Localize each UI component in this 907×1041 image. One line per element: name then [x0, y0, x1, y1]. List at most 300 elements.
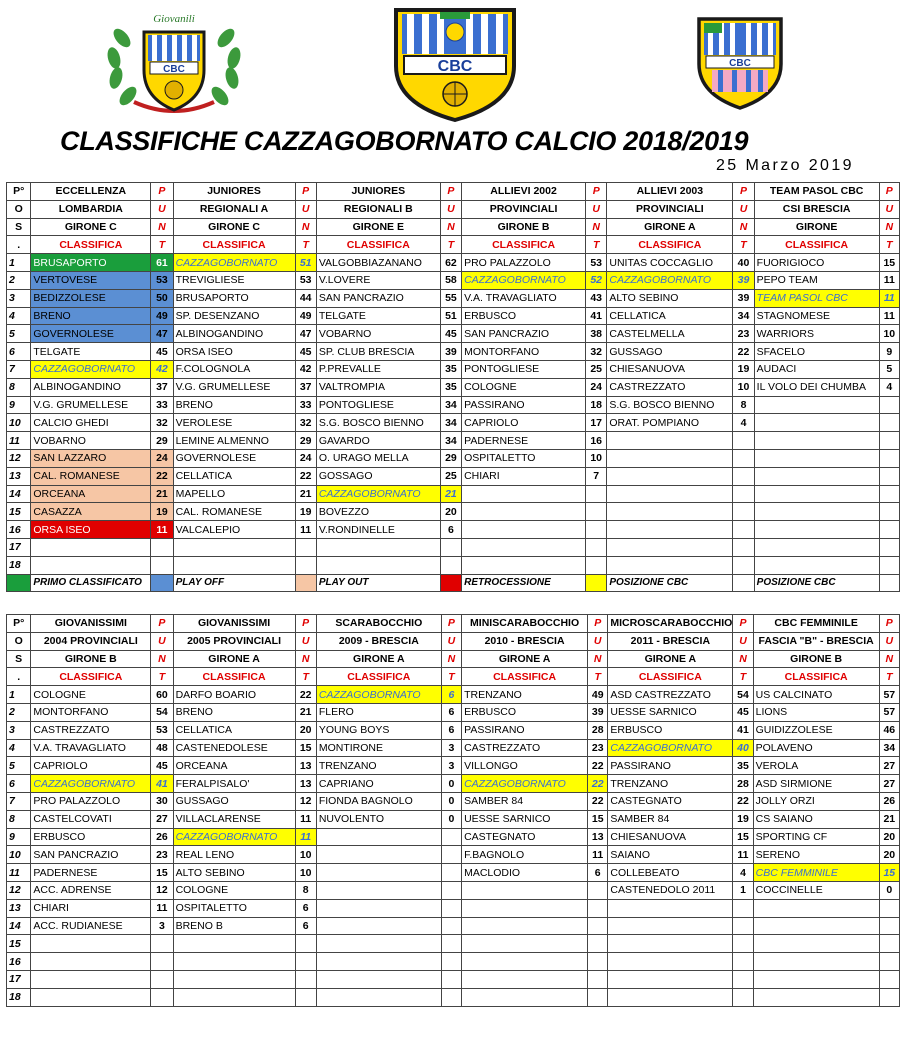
group-header: CLASSIFICA	[316, 668, 441, 686]
table-row	[7, 325, 900, 343]
team-name: ALTO SEBINO	[173, 864, 295, 882]
team-name: VOBARNO	[316, 325, 440, 343]
legend-swatch	[151, 574, 173, 592]
team-points	[440, 556, 461, 574]
team-name: TEAM PASOL CBC	[754, 289, 879, 307]
team-points: 6	[295, 917, 316, 935]
team-points: 33	[151, 396, 173, 414]
team-points: 5	[879, 360, 899, 378]
points-header: T	[441, 668, 461, 686]
team-name: ORCEANA	[173, 757, 295, 775]
group-header: 2005 PROVINCIALI	[173, 632, 295, 650]
team-name	[754, 396, 879, 414]
team-points	[586, 503, 607, 521]
team-points	[879, 917, 899, 935]
header-row	[7, 650, 900, 668]
team-name	[462, 503, 586, 521]
position-cell: 9	[7, 396, 31, 414]
table-row	[7, 721, 900, 739]
team-points: 3	[441, 757, 461, 775]
legend-swatch	[733, 574, 754, 592]
team-name	[462, 881, 588, 899]
team-points	[733, 899, 753, 917]
position-cell: 17	[7, 970, 31, 988]
team-points: 21	[879, 810, 899, 828]
team-name	[754, 467, 879, 485]
group-header: REGIONALI B	[316, 200, 440, 218]
group-header: GIRONE A	[173, 650, 295, 668]
points-header: U	[588, 632, 608, 650]
team-points: 22	[733, 343, 754, 361]
group-header: ALLIEVI 2003	[607, 183, 733, 201]
team-points: 29	[295, 432, 316, 450]
team-name: CAZZAGOBORNATO	[31, 775, 151, 793]
team-points: 0	[441, 775, 461, 793]
points-header: N	[151, 650, 173, 668]
group-header: GIRONE B	[462, 218, 586, 236]
team-name: GOVERNOLESE	[173, 449, 295, 467]
team-points: 15	[879, 864, 899, 882]
team-name: O. URAGO MELLA	[316, 449, 440, 467]
points-header: N	[733, 650, 753, 668]
points-header: P	[440, 183, 461, 201]
team-name: VALTROMPIA	[316, 378, 440, 396]
team-points	[441, 953, 461, 971]
team-name: SAN PANCRAZIO	[316, 289, 440, 307]
points-header: P	[151, 615, 173, 633]
team-name	[316, 881, 441, 899]
position-cell: 11	[7, 864, 31, 882]
team-name	[173, 556, 295, 574]
team-name: FERALPISALO'	[173, 775, 295, 793]
group-header: GIRONE A	[316, 650, 441, 668]
table-row	[7, 988, 900, 1006]
team-points: 1	[733, 881, 753, 899]
team-points: 57	[879, 703, 899, 721]
position-cell: 7	[7, 360, 31, 378]
legend-playoff: PLAY OFF	[173, 574, 295, 592]
team-points: 15	[588, 810, 608, 828]
team-points: 39	[440, 343, 461, 361]
team-name: VILLACLARENSE	[173, 810, 295, 828]
points-header: P	[441, 615, 461, 633]
team-points: 11	[295, 828, 316, 846]
team-points: 19	[151, 503, 173, 521]
team-name: ERBUSCO	[462, 703, 588, 721]
team-name: PONTOGLIESE	[462, 360, 586, 378]
header-row	[7, 183, 900, 201]
position-cell: 9	[7, 828, 31, 846]
team-points: 21	[295, 703, 316, 721]
team-points	[151, 953, 173, 971]
header-row	[7, 632, 900, 650]
team-points: 62	[440, 254, 461, 272]
team-name: MONTORFANO	[31, 703, 151, 721]
group-header: CLASSIFICA	[608, 668, 733, 686]
team-points	[588, 917, 608, 935]
table-row	[7, 935, 900, 953]
team-name: SAN LAZZARO	[31, 449, 151, 467]
legend-swatch	[295, 574, 316, 592]
team-name: GUSSAGO	[173, 792, 295, 810]
team-name: GAVARDO	[316, 432, 440, 450]
team-name: SAMBER 84	[608, 810, 733, 828]
team-name: SFACELO	[754, 343, 879, 361]
position-cell: 16	[7, 521, 31, 539]
team-points: 37	[295, 378, 316, 396]
team-points: 37	[151, 378, 173, 396]
position-cell: 13	[7, 899, 31, 917]
team-points: 43	[586, 289, 607, 307]
points-header: P	[295, 615, 316, 633]
team-points: 19	[733, 810, 753, 828]
team-name: OSPITALETTO	[173, 899, 295, 917]
svg-text:CBC: CBC	[163, 64, 185, 75]
team-name: SERENO	[753, 846, 879, 864]
team-points: 17	[586, 414, 607, 432]
team-points: 33	[295, 396, 316, 414]
group-header: CLASSIFICA	[754, 236, 879, 254]
points-header: P	[586, 183, 607, 201]
team-points: 22	[295, 686, 316, 704]
team-name: CS SAIANO	[753, 810, 879, 828]
position-cell: 5	[7, 757, 31, 775]
team-points	[441, 988, 461, 1006]
group-header: 2004 PROVINCIALI	[31, 632, 151, 650]
points-header: P	[733, 183, 754, 201]
team-name: FUORIGIOCO	[754, 254, 879, 272]
team-points	[733, 556, 754, 574]
team-name	[316, 935, 441, 953]
team-points: 30	[151, 792, 173, 810]
team-name: GUSSAGO	[607, 343, 733, 361]
team-name: CELLATICA	[173, 721, 295, 739]
team-points: 18	[586, 396, 607, 414]
table-row	[7, 449, 900, 467]
group-header: CLASSIFICA	[753, 668, 879, 686]
table-row	[7, 757, 900, 775]
group-header: GIOVANISSIMI	[173, 615, 295, 633]
position-cell: 4	[7, 739, 31, 757]
team-points	[151, 556, 173, 574]
team-points	[151, 538, 173, 556]
team-name: TELGATE	[316, 307, 440, 325]
team-points	[295, 538, 316, 556]
group-header: CLASSIFICA	[173, 668, 295, 686]
team-points: 29	[440, 449, 461, 467]
team-points: 8	[295, 881, 316, 899]
points-header: U	[733, 200, 754, 218]
team-name	[753, 970, 879, 988]
team-name: CAL. ROMANESE	[31, 467, 151, 485]
position-cell: 5	[7, 325, 31, 343]
position-cell: 18	[7, 988, 31, 1006]
points-header: T	[295, 236, 316, 254]
team-name	[31, 970, 151, 988]
team-points: 0	[441, 810, 461, 828]
team-name: CAPRIOLO	[462, 414, 586, 432]
team-points	[295, 970, 316, 988]
team-name: JOLLY ORZI	[753, 792, 879, 810]
team-name	[462, 538, 586, 556]
team-name: VALCALEPIO	[173, 521, 295, 539]
group-header: MINISCARABOCCHIO	[462, 615, 588, 633]
team-name: SP. DESENZANO	[173, 307, 295, 325]
position-cell: 12	[7, 449, 31, 467]
team-points	[733, 449, 754, 467]
team-name	[173, 953, 295, 971]
team-points: 6	[441, 721, 461, 739]
team-points: 26	[879, 792, 899, 810]
team-points: 23	[733, 325, 754, 343]
team-name: F.COLOGNOLA	[173, 360, 295, 378]
team-name: SAIANO	[608, 846, 733, 864]
standings-table-bottom	[6, 614, 900, 1007]
points-header: P	[151, 183, 173, 201]
team-name: F.BAGNOLO	[462, 846, 588, 864]
position-cell: 14	[7, 917, 31, 935]
team-points	[879, 521, 899, 539]
team-points: 49	[295, 307, 316, 325]
team-name: MONTORFANO	[462, 343, 586, 361]
position-cell: 7	[7, 792, 31, 810]
team-name	[316, 970, 441, 988]
team-name	[753, 917, 879, 935]
team-name: TELGATE	[31, 343, 151, 361]
team-name: BRENO B	[173, 917, 295, 935]
points-header: U	[151, 200, 173, 218]
team-points: 58	[440, 271, 461, 289]
team-name: UESSE SARNICO	[608, 703, 733, 721]
team-name: BRENO	[173, 703, 295, 721]
team-name: CAZZAGOBORNATO	[173, 828, 295, 846]
team-name: VALGOBBIAZANANO	[316, 254, 440, 272]
position-cell: 1	[7, 686, 31, 704]
team-name: ALTO SEBINO	[607, 289, 733, 307]
header-row	[7, 615, 900, 633]
table-row	[7, 864, 900, 882]
pos-header: P°	[7, 183, 31, 201]
team-points	[879, 414, 899, 432]
team-points	[588, 899, 608, 917]
team-points	[733, 521, 754, 539]
team-name: VEROLESE	[173, 414, 295, 432]
team-name	[608, 953, 733, 971]
team-name: COLOGNE	[31, 686, 151, 704]
team-points: 22	[151, 467, 173, 485]
team-points: 24	[151, 449, 173, 467]
team-name: DARFO BOARIO	[173, 686, 295, 704]
points-header: N	[879, 650, 899, 668]
team-name	[31, 556, 151, 574]
position-cell: 8	[7, 810, 31, 828]
team-points	[441, 899, 461, 917]
table-row	[7, 521, 900, 539]
team-name: GOVERNOLESE	[31, 325, 151, 343]
legend-retrocessione: RETROCESSIONE	[462, 574, 586, 592]
team-points: 11	[295, 521, 316, 539]
team-name	[754, 503, 879, 521]
group-header: GIRONE A	[462, 650, 588, 668]
table-row	[7, 254, 900, 272]
pos-header: P°	[7, 615, 31, 633]
team-points: 11	[879, 271, 899, 289]
team-points	[295, 988, 316, 1006]
team-points	[733, 467, 754, 485]
table-row	[7, 432, 900, 450]
legend-posizione-cbc-2: POSIZIONE CBC	[754, 574, 879, 592]
team-name: ALBINOGANDINO	[173, 325, 295, 343]
team-points	[588, 988, 608, 1006]
team-points	[151, 970, 173, 988]
team-name: CAZZAGOBORNATO	[607, 271, 733, 289]
team-name: YOUNG BOYS	[316, 721, 441, 739]
team-points: 27	[879, 757, 899, 775]
team-points: 34	[733, 307, 754, 325]
team-points	[440, 538, 461, 556]
position-cell: 13	[7, 467, 31, 485]
team-name	[462, 485, 586, 503]
team-name: MONTIRONE	[316, 739, 441, 757]
pos-header: .	[7, 668, 31, 686]
team-points: 47	[151, 325, 173, 343]
position-cell: 3	[7, 721, 31, 739]
team-name	[462, 917, 588, 935]
legend-primo: PRIMO CLASSIFICATO	[31, 574, 151, 592]
team-name	[607, 485, 733, 503]
team-points	[733, 988, 753, 1006]
team-points	[733, 953, 753, 971]
position-cell: 3	[7, 289, 31, 307]
team-points: 20	[879, 846, 899, 864]
team-points: 53	[151, 721, 173, 739]
team-name: VERTOVESE	[31, 271, 151, 289]
table-row	[7, 307, 900, 325]
group-header: GIRONE B	[753, 650, 879, 668]
cbc-femminile-crest-logo	[694, 14, 786, 110]
team-points: 32	[295, 414, 316, 432]
team-points: 21	[440, 485, 461, 503]
team-points	[588, 953, 608, 971]
position-cell: 15	[7, 935, 31, 953]
team-name: CASAZZA	[31, 503, 151, 521]
team-name	[173, 970, 295, 988]
team-points: 26	[151, 828, 173, 846]
pos-header: O	[7, 200, 31, 218]
team-points: 6	[295, 899, 316, 917]
team-points: 42	[295, 360, 316, 378]
team-name: CASTREZZATO	[462, 739, 588, 757]
team-points	[151, 935, 173, 953]
table-row	[7, 360, 900, 378]
team-points: 22	[588, 757, 608, 775]
team-name: CALCIO GHEDI	[31, 414, 151, 432]
team-name: CAZZAGOBORNATO	[31, 360, 151, 378]
group-header: LOMBARDIA	[31, 200, 151, 218]
position-cell: 2	[7, 271, 31, 289]
team-name: CAZZAGOBORNATO	[608, 739, 733, 757]
team-name	[753, 953, 879, 971]
header-row	[7, 200, 900, 218]
points-header: U	[295, 632, 316, 650]
team-name	[31, 538, 151, 556]
team-points	[879, 485, 899, 503]
group-header: ALLIEVI 2002	[462, 183, 586, 201]
team-name	[316, 864, 441, 882]
team-points: 45	[151, 757, 173, 775]
team-name	[754, 556, 879, 574]
team-name	[753, 899, 879, 917]
team-name: LIONS	[753, 703, 879, 721]
team-name: STAGNOMESE	[754, 307, 879, 325]
team-name: TRENZANO	[608, 775, 733, 793]
team-points: 9	[879, 343, 899, 361]
team-points	[879, 953, 899, 971]
team-name	[462, 953, 588, 971]
points-header: T	[586, 236, 607, 254]
svg-text:CBC: CBC	[437, 58, 473, 75]
team-name: TREVIGLIESE	[173, 271, 295, 289]
standings-table-top	[6, 182, 900, 592]
team-name	[316, 538, 440, 556]
team-name: WARRIORS	[754, 325, 879, 343]
team-points: 48	[151, 739, 173, 757]
team-points: 13	[295, 757, 316, 775]
group-header: JUNIORES	[173, 183, 295, 201]
group-header: PROVINCIALI	[607, 200, 733, 218]
pos-header: S	[7, 650, 31, 668]
group-header: CLASSIFICA	[462, 668, 588, 686]
team-name: BRUSAPORTO	[31, 254, 151, 272]
team-points: 12	[295, 792, 316, 810]
points-header: T	[733, 236, 754, 254]
position-cell: 11	[7, 432, 31, 450]
position-cell: 10	[7, 846, 31, 864]
team-name: FLERO	[316, 703, 441, 721]
team-points: 45	[151, 343, 173, 361]
team-name: PASSIRANO	[608, 757, 733, 775]
points-header: U	[879, 632, 899, 650]
points-header: T	[151, 668, 173, 686]
team-name: P.PREVALLE	[316, 360, 440, 378]
group-header: CLASSIFICA	[607, 236, 733, 254]
team-name	[754, 432, 879, 450]
position-cell: 4	[7, 307, 31, 325]
table-row	[7, 792, 900, 810]
points-header: P	[733, 615, 753, 633]
group-header: 2011 - BRESCIA	[608, 632, 733, 650]
group-header: FASCIA "B" - BRESCIA	[753, 632, 879, 650]
team-name: CASTENEDOLO 2011	[608, 881, 733, 899]
team-name: V.LOVERE	[316, 271, 440, 289]
group-header: GIRONE A	[607, 218, 733, 236]
team-points: 53	[295, 271, 316, 289]
team-points: 51	[440, 307, 461, 325]
team-points: 10	[733, 378, 754, 396]
team-points	[879, 396, 899, 414]
team-points: 28	[588, 721, 608, 739]
team-name: CAZZAGOBORNATO	[462, 271, 586, 289]
giovanili-laurel-logo	[104, 10, 244, 118]
team-name: ASD SIRMIONE	[753, 775, 879, 793]
team-name	[173, 988, 295, 1006]
team-points: 8	[733, 396, 754, 414]
points-header: T	[879, 668, 899, 686]
position-cell: 1	[7, 254, 31, 272]
team-points	[733, 503, 754, 521]
team-name: FIONDA BAGNOLO	[316, 792, 441, 810]
points-header: N	[295, 218, 316, 236]
